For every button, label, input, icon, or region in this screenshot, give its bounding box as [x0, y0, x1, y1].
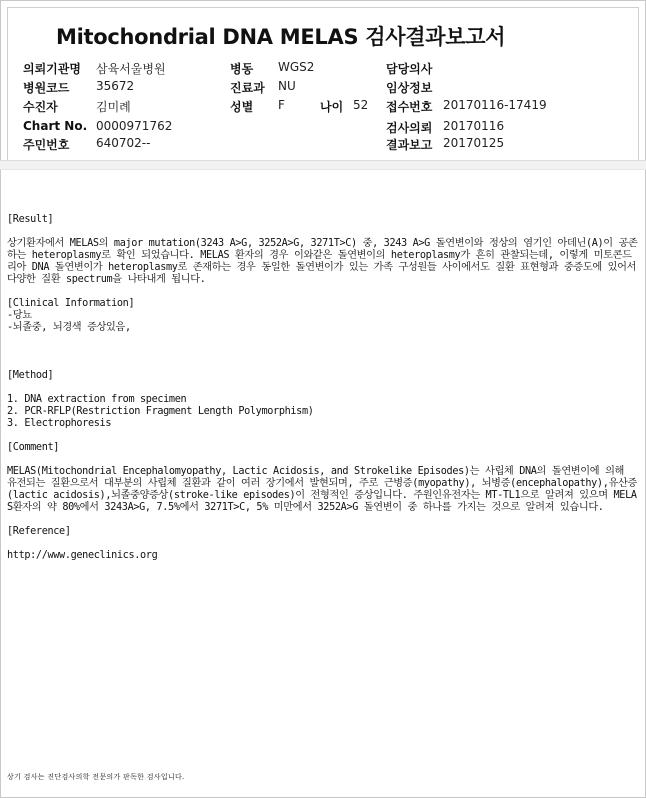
report-date-value: 20170125 — [443, 136, 505, 150]
receipt-no-value: 20170116-17419 — [443, 98, 547, 112]
sex-label: 성별 — [230, 100, 254, 114]
resident-no-label: 주민번호 — [23, 138, 70, 152]
ward-value: WGS2 — [278, 60, 315, 74]
institution-value: 삼육서울병원 — [96, 62, 166, 76]
hospital-code-label: 병원코드 — [23, 81, 70, 95]
hospital-code-value: 35672 — [96, 79, 135, 93]
reference-heading: [Reference] — [7, 526, 71, 537]
report-date-label: 결과보고 — [386, 138, 433, 152]
ward-label: 병동 — [230, 62, 254, 76]
method-line-2: 2. PCR-RFLP(Restriction Fragment Length Polymorphism) — [7, 406, 314, 417]
report-header — [7, 7, 639, 161]
result-heading: [Result] — [7, 214, 54, 225]
patient-value: 김미례 — [96, 100, 131, 114]
sex-value: F — [278, 98, 285, 112]
age-label: 나이 — [320, 100, 344, 114]
reference-link[interactable]: http://www.geneclinics.org — [7, 550, 158, 561]
comment-heading: [Comment] — [7, 442, 60, 453]
method-line-1: 1. DNA extraction from specimen — [7, 394, 187, 405]
patient-label: 수진자 — [23, 100, 58, 114]
clinical-heading: [Clinical Information] — [7, 298, 135, 309]
chart-no-value: 0000971762 — [96, 119, 173, 133]
clinical-info-label: 임상정보 — [386, 81, 433, 95]
header-separator — [0, 160, 646, 170]
department-value: NU — [278, 79, 296, 93]
institution-label: 의뢰기관명 — [23, 62, 81, 76]
doctor-label: 담당의사 — [386, 62, 433, 76]
result-text: 상기환자에서 MELAS의 major mutation(3243 A>G, 3252A>G, 3271T>C) 중, 3243 A>G 돌연변이와 정상의 염기인 아데닌(A)이 공존하는 heteroplasmy로 확인 되었습니다. MELAS 환자의 경우 이와같은 돌연변이의 heteroplasmy가 흔히 관찰되는데, 이렇게 미토콘드리아 DNA 돌연변이가 heteroplasmy로 존재하는 경우 동일한 돌연변이가 있는 가족 구성원들 사이에서도 질환 표현형과 중증도에 있어서 다양한 질환 spectrum을 나타내게 됩니다. — [7, 238, 642, 285]
method-heading: [Method] — [7, 370, 54, 381]
method-line-3: 3. Electrophoresis — [7, 418, 112, 429]
resident-no-value: 640702-- — [96, 136, 151, 150]
chart-no-label: Chart No. — [23, 119, 88, 133]
footer-note: 상기 검사는 진단검사의학 전문의가 판독한 검사입니다. — [7, 773, 185, 781]
receipt-no-label: 접수번호 — [386, 100, 433, 114]
department-label: 진료과 — [230, 81, 265, 95]
request-date-value: 20170116 — [443, 119, 505, 133]
request-date-label: 검사의뢰 — [386, 121, 433, 135]
clinical-line-2: -뇌졸중, 뇌경색 증상있음, — [7, 322, 131, 333]
age-value: 52 — [353, 98, 369, 112]
clinical-line-1: -당뇨 — [7, 310, 32, 321]
report-title: Mitochondrial DNA MELAS 검사결과보고서 — [56, 25, 506, 49]
comment-text: MELAS(Mitochondrial Encephalomyopathy, Lactic Acidosis, and Strokelike Episodes)는 사립체 DNA의 돌연변이에 의해 유전되는 질환으로서 대부분의 사립체 질환과 같이 여러 장기에서 발현되며, 주로 근병증(myopathy), 뇌병증(encephalopathy),유산증(lactic acidosis),뇌졸중양증상(stroke-like episodes)이 전형적인 증상입니다. 주원인유전자는 MT-TL1으로 알려져 있으며 MELAS환자의 약 80%에서 3243A>G, 7.5%에서 3271T>C, 5% 미만에서 3252A>G 돌연변이 중 하나를 가지는 것으로 알려져 있습니다. — [7, 466, 637, 513]
report-body — [7, 214, 642, 562]
